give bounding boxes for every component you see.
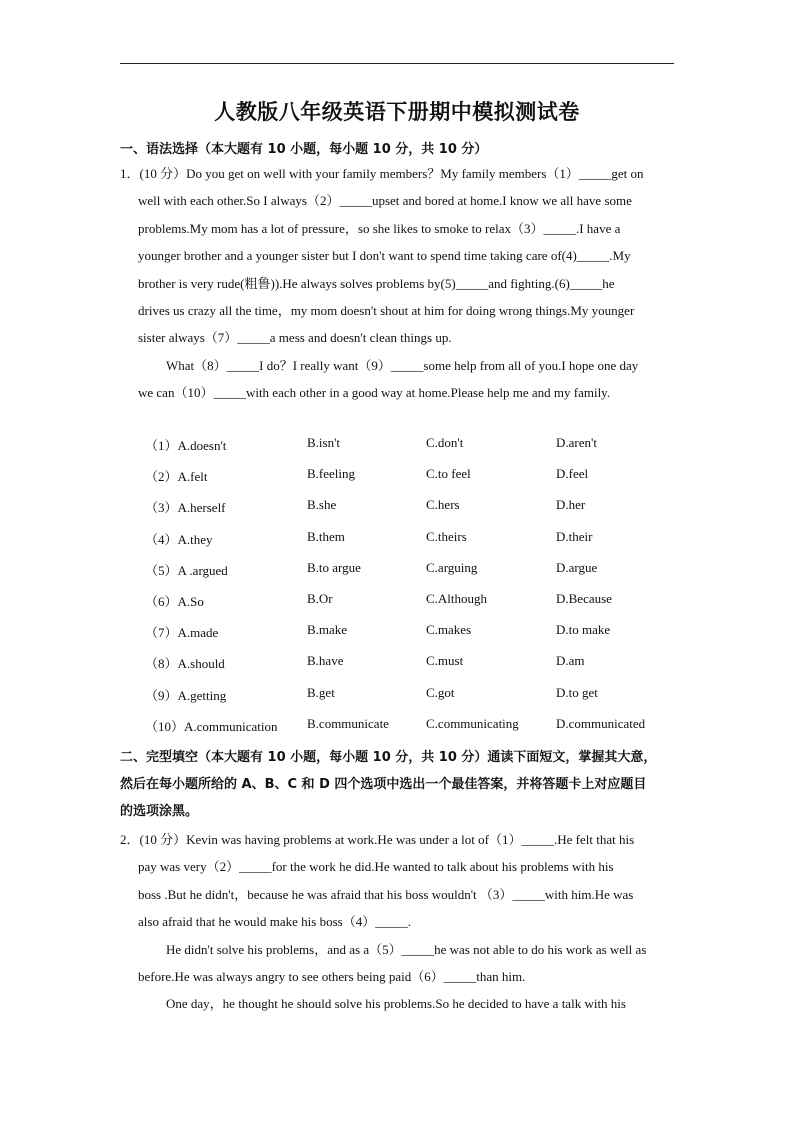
header-rule [120, 63, 674, 64]
passage-line: boss .But he didn't，because he was afraid that his boss wouldn't （3）_____with him.He was [138, 886, 634, 902]
option-a: （3）A.herself [145, 500, 226, 515]
option-d: D.Because [556, 591, 612, 606]
passage-line: before.He was always angry to see others being paid（6）_____than him. [138, 969, 526, 985]
option-d: D.her [556, 497, 586, 512]
option-c: C.communicating [426, 716, 519, 731]
section2-heading [120, 744, 680, 825]
option-d: D.to get [556, 685, 598, 700]
passage-line: 2．(10 分）Kevin was having problems at work.He was under a lot of（1）_____.He felt that his [120, 832, 635, 847]
passage-line: problems.My mom has a lot of pressure，so she likes to smoke to relax（3）_____.I have a [138, 220, 621, 236]
passage-line: brother is very rude(粗鲁)).He always solves problems by(5)_____and fighting.(6)_____he [138, 275, 615, 291]
option-c: C.to feel [426, 466, 471, 481]
option-c: C.hers [426, 497, 460, 512]
option-d: D.communicated [556, 716, 646, 731]
section2-passage [120, 826, 676, 1018]
option-c: C.theirs [426, 529, 467, 544]
passage-line: well with each other.So I always（2）_____upset and bored at home.I know we all have some [138, 193, 632, 209]
option-c: C.Although [426, 591, 488, 606]
option-a: （6）A.So [145, 594, 204, 609]
option-b: B.make [307, 622, 348, 637]
option-b: B.them [307, 529, 345, 544]
option-row [145, 497, 685, 517]
passage-line: younger brother and a younger sister but I don't want to spend time taking care of(4)_____.My [138, 248, 631, 264]
option-a: （4）A.they [145, 532, 213, 547]
option-row [145, 435, 685, 455]
passage-line: He didn't solve his problems，and as a（5）_____he was not able to do his work as well as [166, 941, 647, 957]
option-d: D.argue [556, 560, 598, 575]
option-a: （1）A.doesn't [145, 438, 227, 453]
passage-line: drives us crazy all the time，my mom doesn't shout at him for doing wrong things.My younger [138, 303, 635, 319]
option-a: （5）A .argued [145, 563, 228, 578]
section1-heading: 一、语法选择（本大题有 10 小题，每小题 10 分，共 10 分） [120, 142, 488, 157]
option-row [145, 716, 685, 736]
page-title: 人教版八年级英语下册期中模拟测试卷 [214, 99, 580, 124]
passage-line: 1．(10 分）Do you get on well with your family members？My family members（1）_____get on [120, 166, 644, 181]
option-c: C.makes [426, 622, 472, 637]
section2-heading-line: 的选项涂黑。 [120, 804, 199, 819]
option-a: （8）A.should [145, 656, 225, 671]
option-row [145, 622, 685, 642]
option-b: B.get [307, 685, 335, 700]
option-d: D.aren't [556, 435, 597, 450]
option-a: （7）A.made [145, 625, 219, 640]
option-row [145, 529, 685, 549]
option-row [145, 466, 685, 486]
option-b: B.isn't [307, 435, 341, 450]
option-a: （9）A.getting [145, 688, 227, 703]
section2-heading-line: 二、完型填空（本大题有 10 小题，每小题 10 分，共 10 分）通读下面短文，掌握其大意， [120, 750, 657, 765]
option-c: C.got [426, 685, 455, 700]
option-b: B.have [307, 653, 344, 668]
option-c: C.must [426, 653, 464, 668]
option-d: D.feel [556, 466, 589, 481]
passage-line: also afraid that he would make his boss（4）_____. [138, 914, 411, 930]
section2-heading-line: 然后在每小题所给的 A、B、C 和 D 四个选项中选出一个最佳答案，并将答题卡上对应题目 [120, 777, 647, 792]
option-d: D.their [556, 529, 593, 544]
option-b: B.to argue [307, 560, 361, 575]
option-c: C.arguing [426, 560, 478, 575]
option-a: （10）A.communication [145, 719, 278, 734]
option-b: B.communicate [307, 716, 389, 731]
option-row [145, 653, 685, 673]
option-b: B.feeling [307, 466, 356, 481]
option-c: C.don't [426, 435, 464, 450]
option-d: D.am [556, 653, 585, 668]
option-row [145, 560, 685, 580]
option-b: B.she [307, 497, 337, 512]
passage-line: One day，he thought he should solve his problems.So he decided to have a talk with his [166, 996, 626, 1012]
option-a: （2）A.felt [145, 469, 208, 484]
passage-line: pay was very（2）_____for the work he did.He wanted to talk about his problems with his [138, 859, 614, 875]
option-row [145, 591, 685, 611]
option-row [145, 685, 685, 705]
passage-line: What（8）_____I do？I really want（9）_____some help from all of you.I hope one day [166, 357, 639, 373]
option-b: B.Or [307, 591, 333, 606]
passage-line: sister always（7）_____a mess and doesn't clean things up. [138, 330, 452, 346]
option-d: D.to make [556, 622, 611, 637]
passage-line: we can（10）_____with each other in a good way at home.Please help me and my family. [138, 385, 611, 401]
section1-passage [120, 160, 676, 407]
